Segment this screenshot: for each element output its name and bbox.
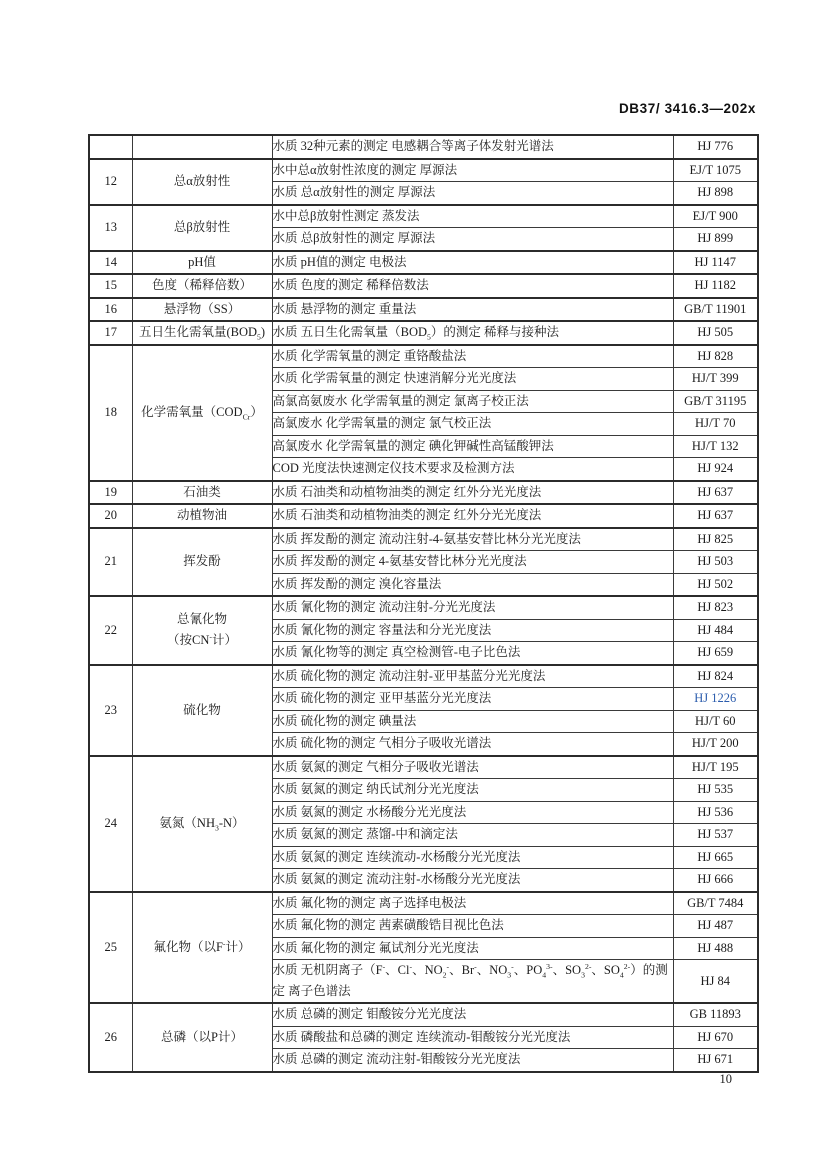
method-name-cell: 水质 挥发酚的测定 流动注射-4-氨基安替比林分光光度法 bbox=[272, 528, 673, 551]
serial-number-cell: 18 bbox=[89, 345, 132, 481]
standard-number-cell: HJ 537 bbox=[673, 824, 758, 847]
method-name-cell: 水质 硫化物的测定 流动注射-亚甲基蓝分光光度法 bbox=[272, 665, 673, 688]
method-name-cell: COD 光度法快速测定仪技术要求及检测方法 bbox=[272, 458, 673, 481]
standard-number-cell: HJ 898 bbox=[673, 182, 758, 205]
method-name-cell: 水质 化学需氧量的测定 快速消解分光光度法 bbox=[272, 368, 673, 391]
standard-number-cell: HJ 659 bbox=[673, 642, 758, 665]
table-row bbox=[89, 481, 758, 505]
method-name-cell: 水质 色度的测定 稀释倍数法 bbox=[272, 274, 673, 298]
standard-number-cell: HJ/T 399 bbox=[673, 368, 758, 391]
standard-number-cell: HJ/T 195 bbox=[673, 756, 758, 779]
method-name-cell: 水质 硫化物的测定 亚甲基蓝分光光度法 bbox=[272, 688, 673, 711]
method-name-cell: 水质 32种元素的测定 电感耦合等离子体发射光谱法 bbox=[272, 135, 673, 159]
standard-number-cell: HJ 536 bbox=[673, 801, 758, 824]
standard-number-cell: EJ/T 1075 bbox=[673, 159, 758, 182]
serial-number-cell bbox=[89, 135, 132, 159]
standard-number-cell: HJ/T 132 bbox=[673, 435, 758, 458]
standard-number-cell: HJ 924 bbox=[673, 458, 758, 481]
serial-number-cell: 25 bbox=[89, 892, 132, 1004]
standard-number-cell: HJ 1226 bbox=[673, 688, 758, 711]
table-row bbox=[89, 756, 758, 779]
document-code: DB37/ 3416.3—202x bbox=[618, 101, 756, 116]
method-name-cell: 水质 五日生化需氧量$(BOD_5)$的测定 稀释与接种法 bbox=[272, 321, 673, 345]
table-row bbox=[89, 321, 758, 345]
method-name-cell: 水质 氰化物等的测定 真空检测管-电子比色法 bbox=[272, 642, 673, 665]
method-name-cell: 水质 氨氮的测定 纳氏试剂分光光度法 bbox=[272, 779, 673, 802]
method-name-cell: 水质 总β放射性的测定 厚源法 bbox=[272, 228, 673, 251]
standard-number-cell: HJ 505 bbox=[673, 321, 758, 345]
standard-number-cell: HJ 666 bbox=[673, 869, 758, 892]
standard-number-cell: HJ 1147 bbox=[673, 251, 758, 275]
parameter-name-cell: 石油类 bbox=[132, 481, 272, 505]
table-row bbox=[89, 504, 758, 528]
parameter-name-cell: 氟化物（以F-计） bbox=[132, 892, 272, 1004]
methods-table bbox=[88, 134, 759, 1073]
method-name-cell: 水质 氟化物的测定 氟试剂分光光度法 bbox=[272, 937, 673, 960]
method-name-cell: 水中总α放射性浓度的测定 厚源法 bbox=[272, 159, 673, 182]
method-name-cell: 水质 石油类和动植物油类的测定 红外分光光度法 bbox=[272, 481, 673, 505]
standard-number-cell: HJ 899 bbox=[673, 228, 758, 251]
table-row bbox=[89, 135, 758, 159]
serial-number-cell: 16 bbox=[89, 298, 132, 322]
method-name-cell: 水质 总磷的测定 钼酸铵分光光度法 bbox=[272, 1003, 673, 1026]
method-name-cell: 水质 硫化物的测定 碘量法 bbox=[272, 710, 673, 733]
method-name-cell: 水质 磷酸盐和总磷的测定 连续流动-钼酸铵分光光度法 bbox=[272, 1026, 673, 1049]
method-name-cell: 水质 氨氮的测定 流动注射-水杨酸分光光度法 bbox=[272, 869, 673, 892]
serial-number-cell: 20 bbox=[89, 504, 132, 528]
method-name-cell: 高氯废水 化学需氧量的测定 碘化钾碱性高锰酸钾法 bbox=[272, 435, 673, 458]
table-row bbox=[89, 159, 758, 182]
parameter-name-cell: pH值 bbox=[132, 251, 272, 275]
method-name-cell: 水质 化学需氧量的测定 重铬酸盐法 bbox=[272, 345, 673, 368]
serial-number-cell: 19 bbox=[89, 481, 132, 505]
serial-number-cell: 14 bbox=[89, 251, 132, 275]
standard-number-cell: HJ 487 bbox=[673, 915, 758, 938]
table-row bbox=[89, 274, 758, 298]
parameter-name-cell: 五日生化需氧量$(BOD_5)$ bbox=[132, 321, 272, 345]
standard-number-cell: HJ 84 bbox=[673, 960, 758, 1004]
standard-number-cell: HJ/T 200 bbox=[673, 733, 758, 756]
serial-number-cell: 26 bbox=[89, 1003, 132, 1072]
parameter-name-cell: 总α放射性 bbox=[132, 159, 272, 205]
serial-number-cell: 22 bbox=[89, 596, 132, 665]
method-name-cell: 水质 氨氮的测定 连续流动-水杨酸分光光度法 bbox=[272, 846, 673, 869]
table-row bbox=[89, 251, 758, 275]
table-row bbox=[89, 665, 758, 688]
table-row bbox=[89, 1003, 758, 1026]
standard-number-cell: HJ 823 bbox=[673, 596, 758, 619]
table-row bbox=[89, 345, 758, 368]
standard-number-cell: HJ 825 bbox=[673, 528, 758, 551]
standard-number-cell: HJ 535 bbox=[673, 779, 758, 802]
method-name-cell: 水质 氨氮的测定 气相分子吸收光谱法 bbox=[272, 756, 673, 779]
method-name-cell: 高氯废水 化学需氧量的测定 氯气校正法 bbox=[272, 413, 673, 436]
standard-number-cell: HJ 1182 bbox=[673, 274, 758, 298]
parameter-name-cell: 动植物油 bbox=[132, 504, 272, 528]
method-name-cell: 水质 氰化物的测定 流动注射-分光光度法 bbox=[272, 596, 673, 619]
serial-number-cell: 15 bbox=[89, 274, 132, 298]
standard-number-cell: HJ 670 bbox=[673, 1026, 758, 1049]
standard-number-cell: HJ 503 bbox=[673, 551, 758, 574]
parameter-name-cell: 挥发酚 bbox=[132, 528, 272, 597]
parameter-name-cell: 氨氮$(NH_3-N)$ bbox=[132, 756, 272, 892]
parameter-name-cell bbox=[132, 135, 272, 159]
serial-number-cell: 23 bbox=[89, 665, 132, 756]
method-name-cell: 水质 氨氮的测定 蒸馏-中和滴定法 bbox=[272, 824, 673, 847]
parameter-name-cell: 硫化物 bbox=[132, 665, 272, 756]
method-name-cell: 高氯高氨废水 化学需氧量的测定 氯离子校正法 bbox=[272, 390, 673, 413]
standard-number-cell: GB/T 7484 bbox=[673, 892, 758, 915]
serial-number-cell: 17 bbox=[89, 321, 132, 345]
standard-number-cell: HJ 776 bbox=[673, 135, 758, 159]
standard-number-cell: HJ 671 bbox=[673, 1049, 758, 1072]
parameter-name-cell: 总氰化物 （按CN-计） bbox=[132, 596, 272, 665]
method-name-cell: 水质 总α放射性的测定 厚源法 bbox=[272, 182, 673, 205]
serial-number-cell: 21 bbox=[89, 528, 132, 597]
standard-number-cell: HJ 665 bbox=[673, 846, 758, 869]
method-name-cell: 水质 石油类和动植物油类的测定 红外分光光度法 bbox=[272, 504, 673, 528]
method-name-cell: 水质 硫化物的测定 气相分子吸收光谱法 bbox=[272, 733, 673, 756]
parameter-name-cell: 总β放射性 bbox=[132, 205, 272, 251]
method-name-cell: 水质 挥发酚的测定 4-氨基安替比林分光光度法 bbox=[272, 551, 673, 574]
method-name-cell: 水质 总磷的测定 流动注射-钼酸铵分光光度法 bbox=[272, 1049, 673, 1072]
method-name-cell: 水质 氟化物的测定 茜素磺酸锆目视比色法 bbox=[272, 915, 673, 938]
standard-number-cell: HJ 484 bbox=[673, 619, 758, 642]
method-name-cell: 水质 挥发酚的测定 溴化容量法 bbox=[272, 573, 673, 596]
table-row bbox=[89, 596, 758, 619]
parameter-name-cell: 化学需氧量$(COD_{Cr})$ bbox=[132, 345, 272, 481]
method-name-cell: 水质 氰化物的测定 容量法和分光光度法 bbox=[272, 619, 673, 642]
method-name-cell: 水中总β放射性测定 蒸发法 bbox=[272, 205, 673, 228]
standard-number-cell: HJ 502 bbox=[673, 573, 758, 596]
standard-number-cell: GB/T 31195 bbox=[673, 390, 758, 413]
method-name-cell: 水质 氟化物的测定 离子选择电极法 bbox=[272, 892, 673, 915]
page-number: 10 bbox=[719, 1072, 732, 1086]
standard-number-cell: HJ/T 60 bbox=[673, 710, 758, 733]
serial-number-cell: 12 bbox=[89, 159, 132, 205]
standard-number-cell: HJ 828 bbox=[673, 345, 758, 368]
serial-number-cell: 24 bbox=[89, 756, 132, 892]
table-row bbox=[89, 528, 758, 551]
methods-table-body bbox=[89, 135, 758, 1072]
standard-number-cell: HJ 637 bbox=[673, 504, 758, 528]
standard-number-cell: GB 11893 bbox=[673, 1003, 758, 1026]
standard-number-cell: EJ/T 900 bbox=[673, 205, 758, 228]
standard-number-cell: HJ 488 bbox=[673, 937, 758, 960]
table-row bbox=[89, 892, 758, 915]
standard-number-cell: GB/T 11901 bbox=[673, 298, 758, 322]
method-name-cell: 水质 氨氮的测定 水杨酸分光光度法 bbox=[272, 801, 673, 824]
serial-number-cell: 13 bbox=[89, 205, 132, 251]
table-row bbox=[89, 205, 758, 228]
standard-number-cell: HJ 637 bbox=[673, 481, 758, 505]
standard-number-cell: HJ 824 bbox=[673, 665, 758, 688]
parameter-name-cell: 悬浮物（SS） bbox=[132, 298, 272, 322]
standard-number-cell: HJ/T 70 bbox=[673, 413, 758, 436]
parameter-name-cell: 总磷（以P计） bbox=[132, 1003, 272, 1072]
method-name-cell: 水质 悬浮物的测定 重量法 bbox=[272, 298, 673, 322]
table-row bbox=[89, 298, 758, 322]
method-name-cell: 水质 无机阴离子（F-、Cl-、$NO_2^-$、Br-、$NO_3^-$、$PO_4^{3-}$、$SO_3^{2-}$、$SO_4^{2-}$）的测定 离子色谱法 bbox=[272, 960, 673, 1004]
method-name-cell: 水质 pH值的测定 电极法 bbox=[272, 251, 673, 275]
parameter-name-cell: 色度（稀释倍数） bbox=[132, 274, 272, 298]
